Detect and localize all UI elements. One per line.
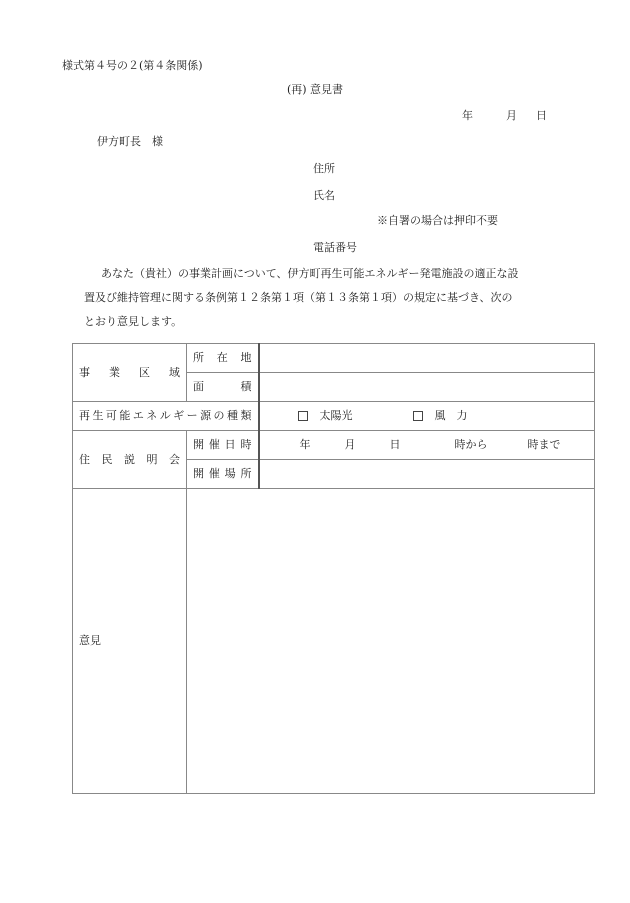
date-month: 月 bbox=[506, 109, 517, 122]
business-area-label bbox=[73, 344, 187, 402]
venue-field[interactable] bbox=[259, 460, 595, 489]
opinion-form-table bbox=[72, 343, 595, 794]
label-char: 業 bbox=[109, 365, 120, 379]
label-char: 能 bbox=[119, 409, 131, 422]
opinion-field[interactable] bbox=[187, 489, 595, 794]
solar-label: 太陽光 bbox=[319, 409, 353, 422]
datetime-field[interactable] bbox=[259, 431, 595, 460]
dt-day: 日 bbox=[389, 438, 401, 451]
label-char: ギ bbox=[173, 409, 185, 422]
addressee: 伊方町長 様 bbox=[97, 135, 163, 148]
area-field[interactable] bbox=[259, 373, 595, 402]
form-number: 様式第４号の２(第４条関係) bbox=[62, 59, 203, 72]
dt-from: 時から bbox=[454, 438, 488, 451]
label-char: 開 bbox=[193, 438, 204, 451]
label-char: 積 bbox=[240, 380, 252, 393]
dt-month: 月 bbox=[344, 438, 356, 451]
resident-briefing-label bbox=[73, 431, 187, 489]
energy-source-label bbox=[73, 402, 259, 431]
location-label bbox=[187, 344, 259, 373]
label-char: 在 bbox=[216, 351, 228, 364]
label-char: 催 bbox=[208, 467, 220, 480]
phone-label: 電話番号 bbox=[313, 241, 357, 254]
body-text-line: とおり意見します。 bbox=[84, 315, 183, 328]
seal-note: ※自署の場合は押印不要 bbox=[377, 214, 498, 227]
opinion-label: 意見 bbox=[73, 489, 187, 794]
dt-year: 年 bbox=[299, 438, 311, 451]
label-char: 場 bbox=[224, 467, 236, 480]
datetime-label bbox=[187, 431, 259, 460]
label-char: 再 bbox=[79, 409, 90, 422]
wind-label: 風 力 bbox=[434, 409, 468, 422]
label-char: 地 bbox=[240, 351, 252, 364]
label-char: 民 bbox=[101, 452, 113, 466]
label-char: 説 bbox=[124, 452, 135, 466]
venue-label bbox=[187, 460, 259, 489]
label-char: の bbox=[213, 409, 225, 422]
label-char: 面 bbox=[193, 380, 204, 393]
body-text-line: 置及び維持管理に関する条例第１２条第１項（第１３条第１項）の規定に基づき、次の bbox=[84, 291, 513, 304]
label-char: ー bbox=[186, 409, 198, 422]
label-char: エ bbox=[132, 409, 144, 422]
location-field[interactable] bbox=[259, 344, 595, 373]
label-char: 所 bbox=[240, 467, 252, 480]
area-label bbox=[187, 373, 259, 402]
label-char: 源 bbox=[200, 409, 212, 422]
dt-to: 時まで bbox=[527, 438, 561, 451]
label-char: ル bbox=[159, 409, 171, 422]
label-char: 会 bbox=[169, 452, 180, 466]
label-char: 可 bbox=[105, 409, 117, 422]
date-day: 日 bbox=[536, 109, 547, 122]
label-char: 住 bbox=[79, 452, 90, 466]
label-char: 催 bbox=[208, 438, 220, 451]
page-title: (再) 意見書 bbox=[286, 83, 344, 96]
label-char: 種 bbox=[226, 409, 238, 422]
solar-option[interactable] bbox=[298, 409, 353, 423]
label-char: 域 bbox=[169, 365, 180, 379]
energy-source-options bbox=[259, 402, 595, 431]
wind-option[interactable] bbox=[413, 409, 468, 423]
checkbox-icon[interactable] bbox=[298, 411, 308, 421]
name-label: 氏名 bbox=[313, 189, 335, 202]
label-char: 時 bbox=[240, 438, 252, 451]
checkbox-icon[interactable] bbox=[413, 411, 423, 421]
label-char: 日 bbox=[224, 438, 236, 451]
body-text-line: あなた（貴社）の事業計画について、伊方町再生可能エネルギー発電施設の適正な設 bbox=[101, 267, 519, 280]
date-line bbox=[462, 109, 547, 123]
label-char: 開 bbox=[193, 467, 204, 480]
label-char: 類 bbox=[240, 409, 252, 422]
label-char: 区 bbox=[139, 365, 150, 379]
label-char: 明 bbox=[146, 452, 158, 466]
label-char: 事 bbox=[79, 365, 90, 379]
label-char: ネ bbox=[146, 409, 158, 422]
label-char: 生 bbox=[92, 409, 104, 422]
address-label: 住所 bbox=[313, 162, 335, 175]
label-char: 所 bbox=[193, 351, 204, 364]
date-year: 年 bbox=[462, 109, 473, 122]
